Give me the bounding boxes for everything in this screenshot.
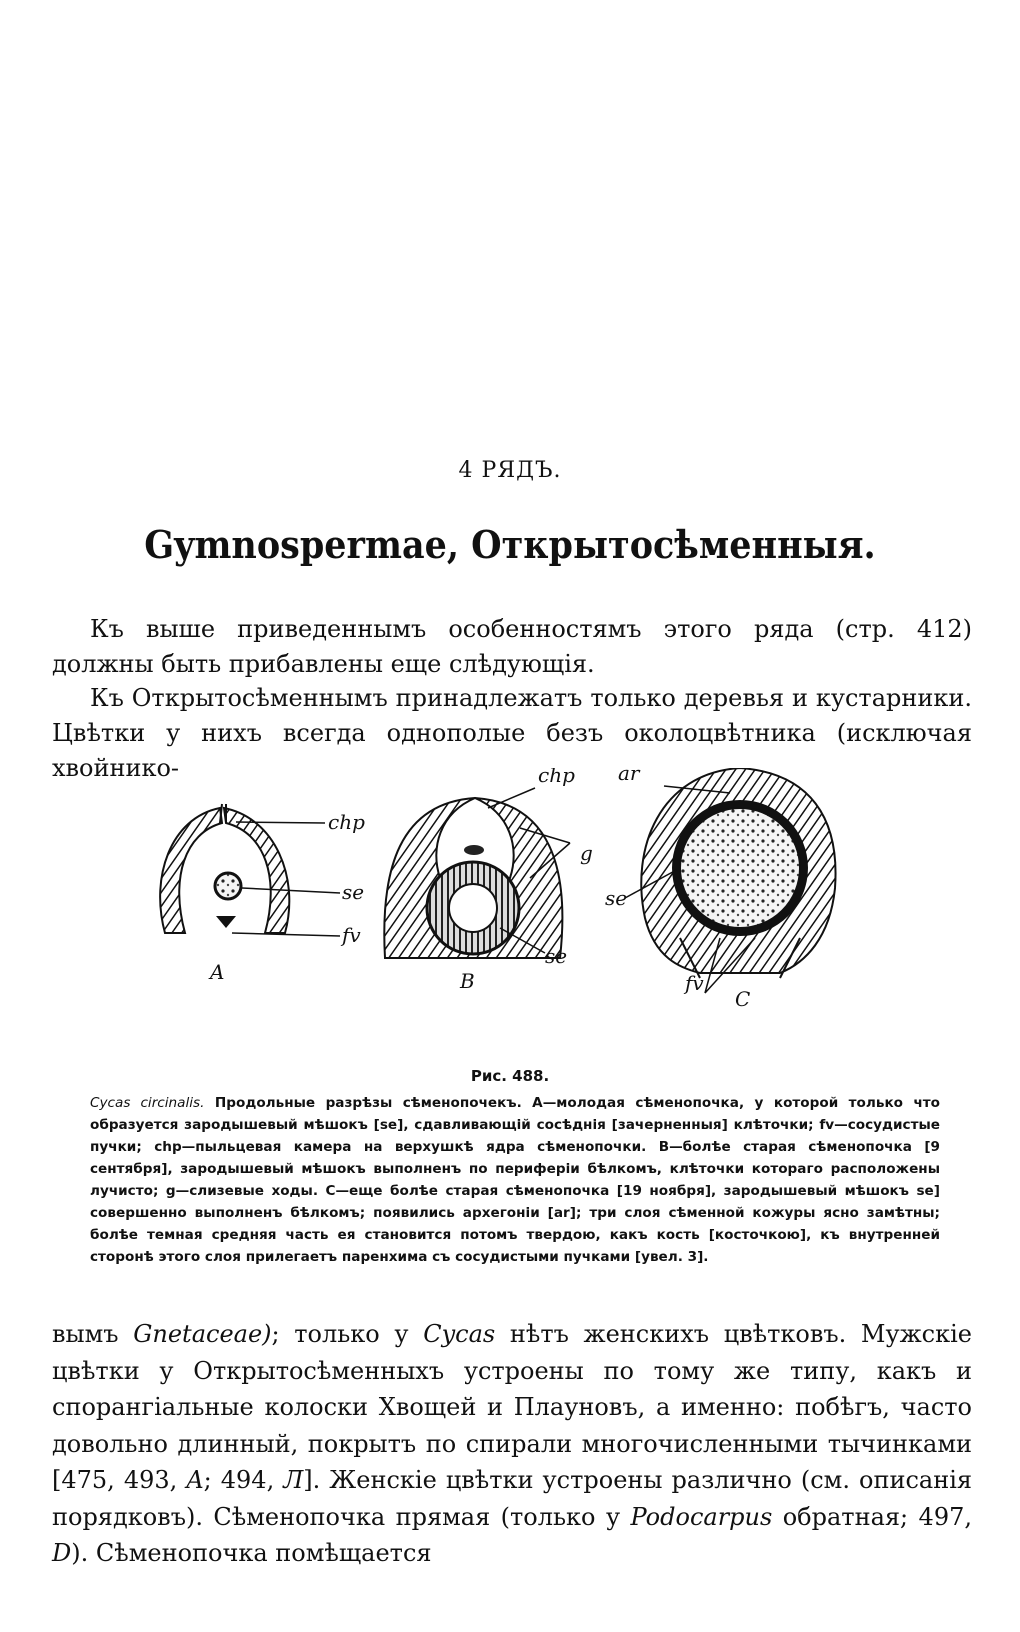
- p3-gnetaceae: Gnetaceae): [133, 1320, 272, 1348]
- label-ar: ar: [618, 768, 640, 785]
- label-A: A: [210, 960, 225, 984]
- figure-488: [140, 768, 900, 1058]
- section-a: [160, 804, 340, 936]
- ovule-sections-drawing: [140, 768, 900, 1058]
- label-chp-b: chp: [538, 768, 575, 787]
- label-se-b: se: [545, 944, 568, 968]
- p3-cycas: Cycas: [423, 1320, 496, 1348]
- label-C: C: [735, 987, 751, 1011]
- p3-part-1: вымъ: [52, 1320, 134, 1348]
- p3-ref-d: D: [52, 1539, 72, 1567]
- paragraph-2-text: Къ Открытосѣменнымъ принадлежатъ только деревья и кустарники. Цвѣтки у нихъ всегда однополые безъ околоцвѣтника (исключая хвойнико-: [52, 684, 972, 782]
- p3-podocarpus: Podocarpus: [630, 1502, 773, 1531]
- label-g: g: [580, 841, 593, 865]
- p3-ref-l: Л: [283, 1466, 304, 1494]
- label-se-c: se: [605, 886, 628, 910]
- figure-caption-title: Рис. 488.: [470, 1067, 550, 1085]
- p3-part-6: обратная; 497,: [772, 1502, 972, 1531]
- paragraph-1: [52, 612, 972, 682]
- paragraph-1-text: Къ выше приведеннымъ особенностямъ этого ряда (стр. 412) должны быть прибавлены еще слѣдующія.: [52, 615, 972, 678]
- figure-caption: [90, 1092, 940, 1268]
- paragraph-3: [52, 1316, 972, 1572]
- p3-ref-a: A: [186, 1466, 204, 1494]
- p3-part-4: ; 494,: [203, 1466, 284, 1494]
- label-fv-c: fv: [685, 971, 704, 995]
- section-c: [625, 768, 836, 993]
- label-B: B: [460, 969, 475, 993]
- label-chp-a: chp: [328, 810, 365, 834]
- caption-text: Продольные разрѣзы сѣменопочекъ. A—молодая сѣменопочка, у которой только что образуется зародышевый мѣшокъ [se], сдавливающій сосѣднія [зачерненныя] клѣточки; fv—сосудистые пучки; chp—пыльцевая камера на верхушкѣ ядра сѣменопочки. B—болѣе старая сѣменопочка [9 сентября], зародышевый мѣшокъ выполненъ по периферіи бѣлкомъ, клѣточки котораго расположены лучисто; g—слизевые ходы. C—еще болѣе старая сѣменопочка [19 ноября], зародышевый мѣшокъ se] совершенно выполненъ бѣлкомъ; появились архегоніи [ar]; три слоя сѣменной кожуры ясно замѣтны; болѣе темная средняя часть ея становится потомъ твердою, какъ кость [косточкою], къ внутренней сторонѣ этого слоя прилегаетъ паренхима съ сосудистыми пучками [увел. 3].: [90, 1095, 941, 1265]
- label-se-a: se: [342, 880, 365, 904]
- p3-part-5: ]. Женскіе цвѣтки устроены различно (см. описанія порядковъ). Сѣменопочка прямая (только у: [52, 1466, 973, 1531]
- label-fv-a: fv: [342, 923, 361, 947]
- p3-part-3: нѣтъ женскихъ цвѣтковъ. Мужскіе цвѣтки у Открытосѣменныхъ устроены по тому же типу, какъ и спорангіальные колоски Хвощей и Плауновъ, а именно: побѣгъ, часто довольно длинный, покрытъ по спирали многочисленными тычинками [475, 493,: [52, 1320, 973, 1494]
- p3-part-7: ). Сѣменопочка помѣщается: [71, 1539, 432, 1567]
- series-heading: 4 РЯДЪ.: [458, 458, 562, 483]
- p3-part-2: ; только у: [271, 1320, 424, 1348]
- section-b: [384, 788, 570, 958]
- section-title: Gymnospermae, Открытосѣменныя.: [144, 522, 876, 567]
- caption-species: Cycas circinalis.: [90, 1095, 205, 1111]
